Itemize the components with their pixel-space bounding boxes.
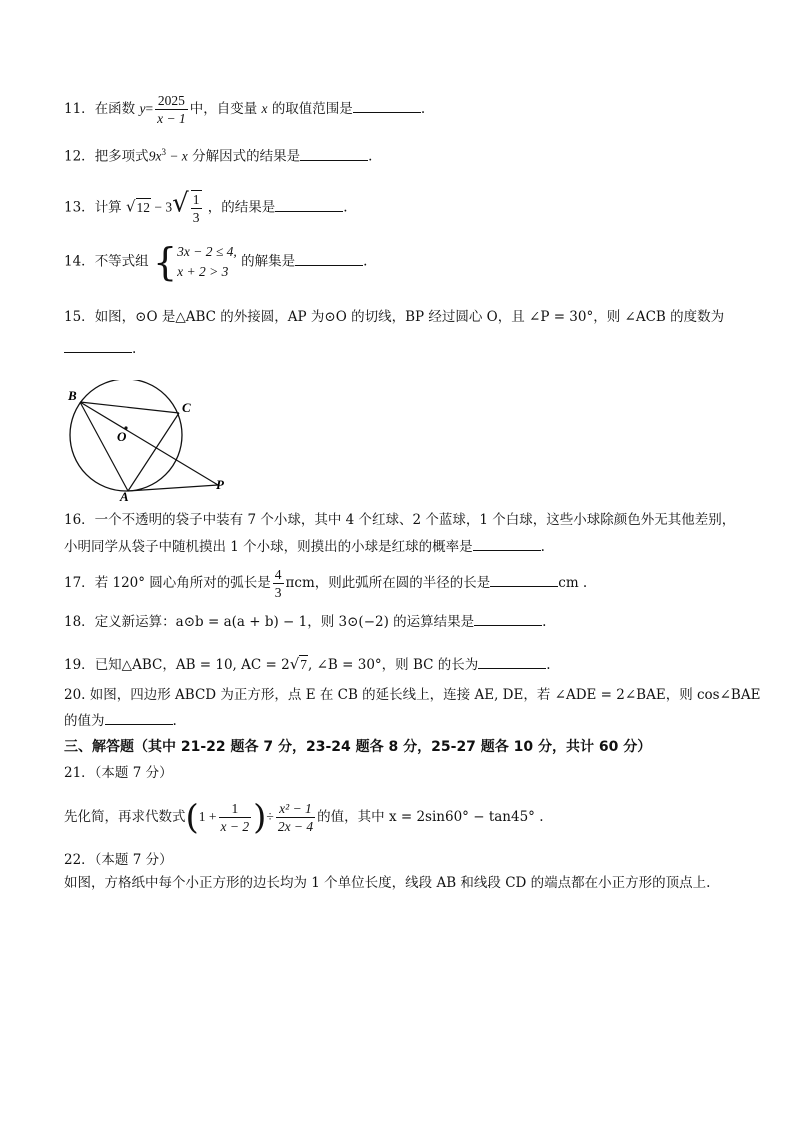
question-number: 11． [64,101,95,117]
question-21: 先化简，再求代数式(1 + $\frac{1}{x - 2}$ )÷ $\frac{\text{x² − 1}}{2x - 4}$ 的值，其中 x = 2sin60° − tan45° . [64,797,544,838]
sqrt-sign: √ [172,188,189,219]
line-bp [80,402,218,485]
question-11: 11．在函数 y= $\frac{2025}{x - 1}$ 中，自变量 x 的取值范围是 . [64,93,426,126]
sqrt-sign: √ [289,655,300,673]
label-o: O [117,429,127,444]
answer-blank[interactable] [490,572,558,587]
label-c: C [182,400,191,415]
fraction: $\frac{\text{x² − 1}}{2x - 4}$ [277,801,314,834]
left-paren: ( [185,797,199,838]
circle-tangent-figure [60,380,240,502]
question-21-header: 21．（本题 7 分） [64,765,173,781]
answer-blank[interactable] [474,611,542,626]
question-16-line2: 小明同学从袋子中随机摸出 1 个小球，则摸出的小球是红球的概率是 . [64,536,545,557]
fraction: $\frac{1}{x - 2}$ [220,801,250,834]
question-12: 12．把多项式$9x^3 - x$ 分解因式的结果是 . [64,147,373,165]
line-ba [80,402,128,491]
answer-blank[interactable] [64,338,132,353]
question-15-blank-line: . [64,338,136,359]
question-15: 15．如图，⊙O 是△ABC 的外接圆，AP 为⊙O 的切线，BP 经过圆心 O，且 ∠P = 30°，则 ∠ACB 的度数为 [64,309,725,325]
question-22-header: 22．（本题 7 分） [64,852,173,868]
question-13: 13．计算 √12 − 3√ $\frac{1}{3}$ ，的结果是 . [64,188,348,225]
answer-blank[interactable] [473,536,541,551]
answer-blank[interactable] [295,251,363,266]
answer-blank[interactable] [275,197,343,212]
answer-blank[interactable] [300,146,368,161]
inequality-system: { 3x − 2 ≤ 4, x + 2 > 3 [152,240,237,284]
answer-blank[interactable] [478,654,546,669]
label-a: A [120,489,129,502]
label-p: P [216,477,224,492]
question-17: 17．若 120° 圆心角所对的弧长是 $\frac{4}{3}$ πcm，则此弧所在圆的半径的长是 cm . [64,567,588,600]
question-18: 18．定义新运算：a⊙b = a(a + b) − 1，则 3⊙(−2) 的运算结果是 . [64,611,546,632]
question-20-line2: 的值为 . [64,710,177,731]
question-14: 14．不等式组 { 3x − 2 ≤ 4, x + 2 > 3 的解集是 . [64,240,368,284]
label-b: B [68,388,77,403]
fraction: $\frac{1}{3}$ [192,192,200,225]
fraction: $\frac{2025}{x - 1}$ [157,93,186,126]
answer-blank[interactable] [353,98,421,113]
line-ap [128,485,218,491]
fraction: $\frac{4}{3}$ [274,567,282,600]
brace-icon: { [152,240,178,284]
right-paren: ) [253,797,267,838]
question-20: 20. 如图，四边形 ABCD 为正方形，点 E 在 CB 的延长线上，连接 AE, DE，若 ∠ADE = 2∠BAE，则 cos∠BAE [64,687,761,703]
line-ca [128,413,179,491]
question-19: 19．已知△ABC，AB = 10, AC = 2√7, ∠B = 30°，则 BC 的长为 . [64,655,551,673]
question-16: 16．一个不透明的袋子中装有 7 个小球，其中 4 个红球、2 个蓝球，1 个白球，这些小球除颜色外无其他差别， [64,512,736,528]
answer-blank[interactable] [105,710,173,725]
sqrt-sign: √ [125,197,136,216]
section-title: 三、解答题（其中 21-22 题各 7 分，23-24 题各 8 分，25-27 题各 10 分，共计 60 分） [64,739,652,755]
question-22: 如图，方格纸中每个小正方形的边长均为 1 个单位长度，线段 AB 和线段 CD 的端点都在小正方形的顶点上. [64,875,711,891]
